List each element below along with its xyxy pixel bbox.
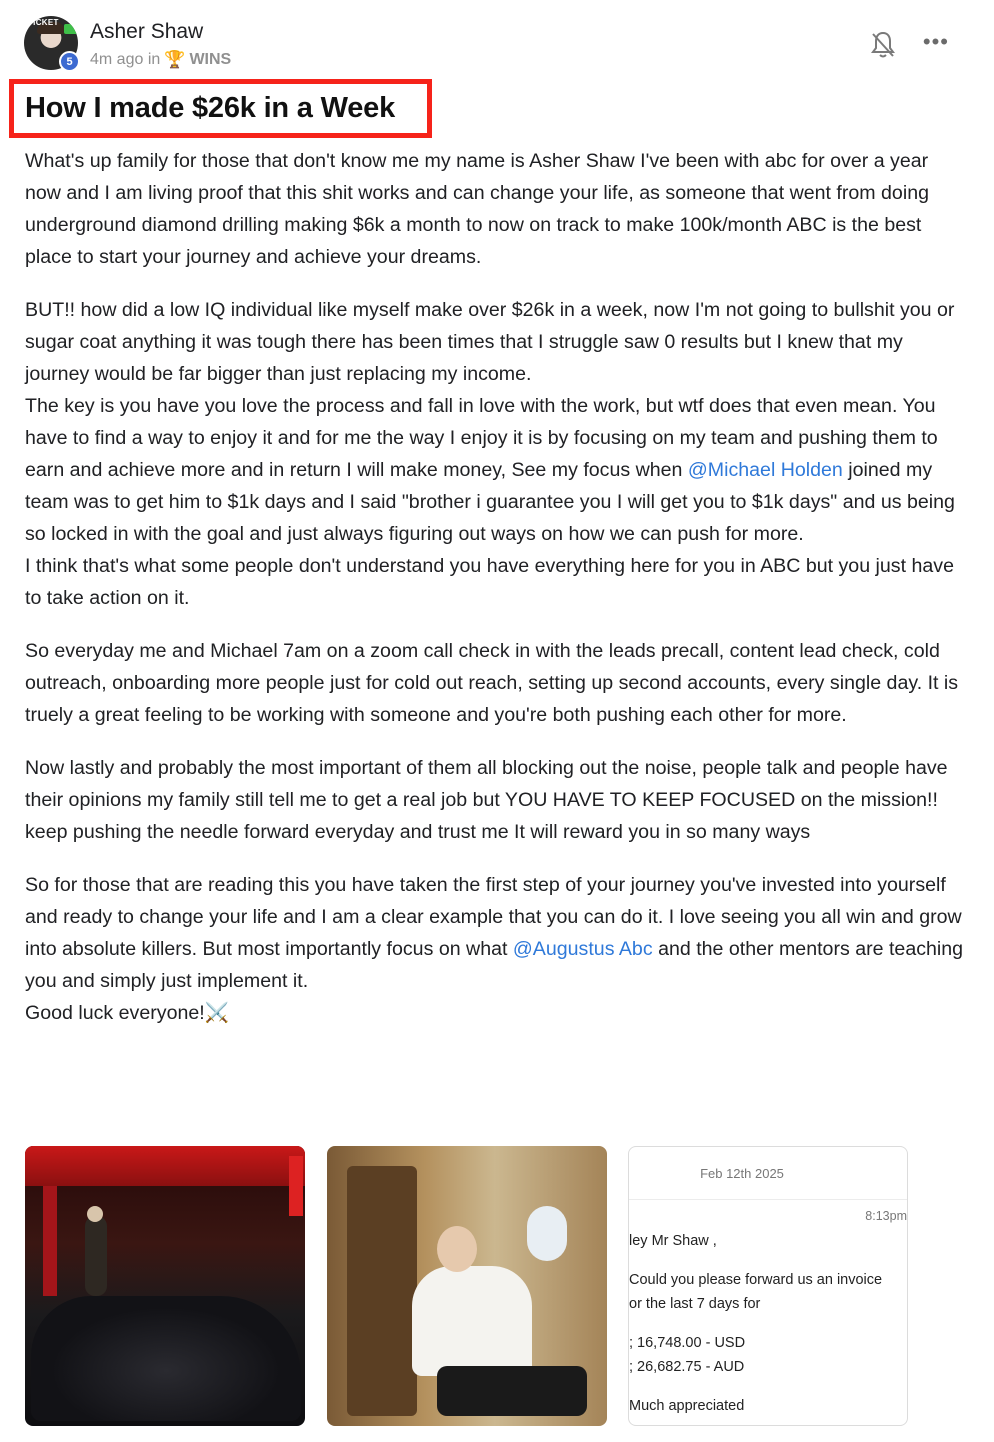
post-meta (90, 50, 231, 70)
image-airplane-seat[interactable] (327, 1146, 607, 1426)
paragraph-2-b: The key is you have you love the process and fall in love with the work, but wtf does that even mean. You have to find a way to enjoy it and for me the way I enjoy it is by focusing on my team and pushing them to earn and achieve more and in return I will make money, See my focus when (25, 395, 938, 481)
paragraph-1: What's up family for those that don't know me my name is Asher Shaw I've been with abc for over a year now and I am living proof that this shit works and can change your life, as someone that went from doing underground diamond drilling making $6k a month to now on track to make 100k/month ABC is the best place to start your journey and achieve your dreams. (25, 150, 929, 268)
post-title: How I made $26k in a Week (25, 92, 396, 124)
person-head (437, 1226, 477, 1272)
paragraph-2-d: I think that's what some people don't understand you have everything here for you in ABC but you just have to take action on it. (25, 555, 954, 609)
mention-michael-holden[interactable]: @Michael Holden (687, 459, 843, 481)
gas-pump (43, 1186, 57, 1296)
image-car-gas-station[interactable] (25, 1146, 305, 1426)
person-figure (412, 1266, 532, 1376)
paragraph-5 (25, 869, 969, 1029)
paragraph-3: So everyday me and Michael 7am on a zoom call check in with the leads precall, content lead check, cold outreach, onboarding more people just for cold out reach, setting up second accounts, every single day. It is truely a great feeling to be working with someone and you're both pushing each other for more. (25, 640, 959, 726)
receipt-time: 8:13pm (865, 1209, 907, 1223)
receipt-line-6: Much appreciated (629, 1398, 745, 1414)
avatar-tag: TICKET (28, 18, 59, 27)
paragraph-5-b: and the other mentors are teaching you and simply just implement it. (25, 938, 964, 992)
mention-augustus-abc[interactable]: @Augustus Abc (512, 938, 653, 960)
person-head (87, 1206, 103, 1222)
paragraph-5-c: Good luck everyone!⚔️ (25, 1002, 230, 1024)
bell-off-icon[interactable] (870, 30, 896, 60)
author-name[interactable]: Asher Shaw (90, 20, 204, 43)
image-email-receipt[interactable] (628, 1146, 908, 1426)
person-figure (85, 1216, 107, 1296)
receipt-line-4: ; 16,748.00 - USD (629, 1335, 746, 1351)
paragraph-2-a: BUT!! how did a low IQ individual like myself make over $26k in a week, now I'm not going to bullshit you or sugar coat anything it was tough there has been times that I struggle saw 0 results but I knew that my journey would be far bigger than just replacing my income. (25, 299, 955, 385)
receipt-divider (629, 1199, 908, 1200)
gas-station-canopy (25, 1146, 305, 1186)
paragraph-2 (25, 294, 969, 614)
paragraph-4: Now lastly and probably the most important of them all blocking out the noise, people talk and people have their opinions my family still tell me to get a real job but YOU HAVE TO KEEP FOCUSED on the mission!! keep pushing the needle forward everyday and trust me It will reward you in so many ways (25, 757, 948, 843)
receipt-line-1: ley Mr Shaw , (629, 1233, 717, 1249)
cabin-door (347, 1166, 417, 1416)
image-gallery (25, 1146, 915, 1426)
receipt-line-5: ; 26,682.75 - AUD (629, 1359, 745, 1375)
category-link[interactable]: WINS (189, 51, 232, 68)
plane-window (527, 1206, 567, 1261)
person-legs (437, 1366, 587, 1416)
trophy-icon: 🏆 (164, 50, 186, 69)
receipt-line-2: Could you please forward us an invoice (629, 1272, 883, 1288)
paragraph-2-c: joined my team was to get him to $1k days and I said "brother i guarantee you I will get you to $1k days" and us being so locked in with the goal and just always figuring out ways on how we can push for more. (25, 459, 955, 545)
post-body (25, 145, 969, 1050)
sports-car (31, 1296, 301, 1421)
more-horizontal-icon[interactable]: ••• (922, 29, 949, 54)
paragraph-5-a: So for those that are reading this you have taken the first step of your journey you've invested into yourself and ready to change your life and I am a clear example that you can do it. I love seeing you all win and grow into absolute killers. But most importantly focus on what (25, 874, 962, 960)
price-sign (289, 1156, 303, 1216)
receipt-line-3: or the last 7 days for (629, 1296, 761, 1312)
post-header (24, 16, 964, 72)
receipt-date: Feb 12th 2025 (700, 1166, 784, 1181)
level-badge: 5 (59, 51, 80, 72)
avatar-green-mark (64, 24, 78, 34)
time-ago: 4m ago in (90, 51, 161, 68)
